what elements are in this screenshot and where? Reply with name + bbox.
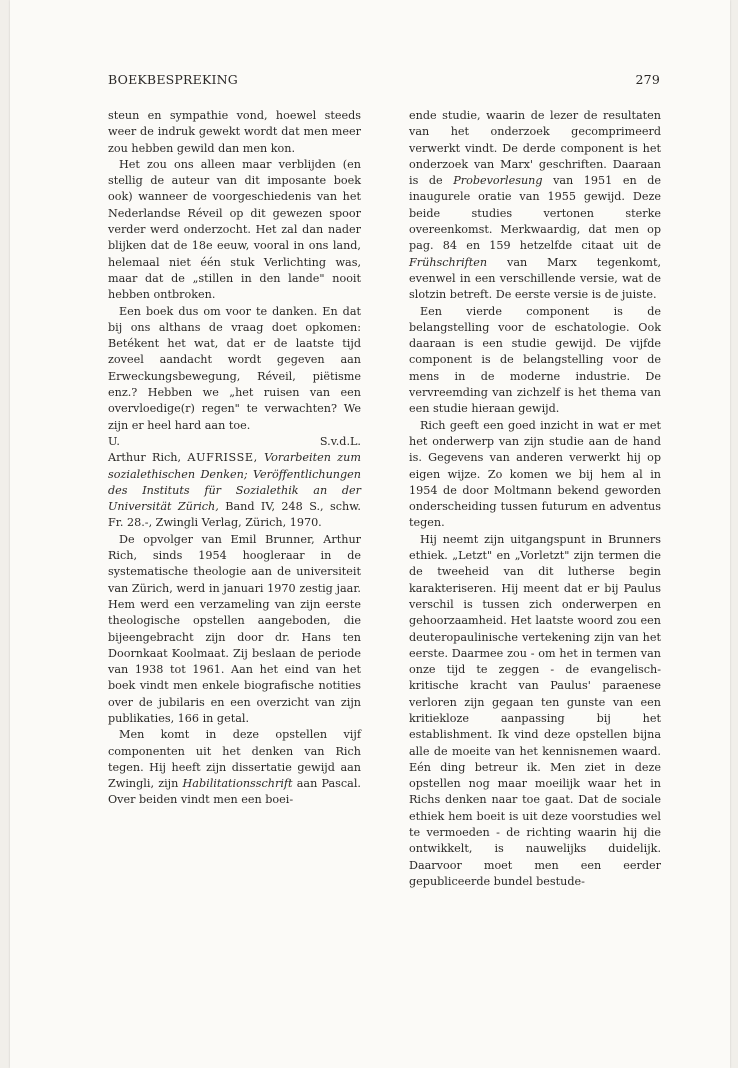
paragraph: Een boek dus om voor te danken. En dat bij ons althans de vraag doet opkomen: Betékent het wat, dat er de laatste tijd zoveel aandacht wordt gegeven aan Erweckungsbewegung, Réveil, piëtisme enz.? Hebben we „het ruisen van een overvloedige(r) regen" te verwachten? We zijn er heel hard aan toe. — [108, 304, 361, 432]
paragraph: steun en sympathie vond, hoewel steeds weer de indruk gewekt wordt dat men meer zou hebben gewild dan men kon. — [108, 109, 361, 155]
review-subtitle: Vorarbeiten zum sozialethischen Denken; Veröffentlichungen des Instituts für Sozialethik an der Universität Zürich, — [108, 451, 361, 514]
left-column — [108, 108, 361, 809]
paragraph: De opvolger van Emil Brunner, Arthur Rich, sinds 1954 hoogleraar in de systematische theologie aan de universiteit van Zürich, werd in januari 1970 zestig jaar. Hem werd een verzameling van zijn eerste theologische opstellen aangeboden, die bijeengebracht zijn door dr. Hans ten Doornkaat Koolmaat. Zij beslaan de periode van 1938 tot 1961. Aan het eind van het boek vindt men enkele biografische notities over de jubilaris en een overzicht van zijn publikaties, 166 in getal. — [108, 532, 361, 725]
paragraph: ende studie, waarin de lezer de resultaten van het onderzoek gecomprimeerd verwerkt vindt. De derde component is het onderzoek van Marx' geschriften. Daaraan is de Probevorlesung van 1951 en de inaugurele oratie van 1955 gewijd. Deze beide studies vertonen sterke overeenkomst. Merkwaardig, dat men op pag. 84 en 159 hetzelfde citaat uit de Frühschriften van Marx tegenkomt, evenwel in een verschillende versie, wat de slotzin betreft. De eerste versie is de juiste. — [409, 109, 661, 302]
paragraph: Men komt in deze opstellen vijf componenten uit het denken van Rich tegen. Hij heeft zijn dissertatie gewijd aan Zwingli, zijn Habilitationsschrift aan Pascal. Over beiden vindt men een boei- — [108, 728, 361, 807]
emphasis: Probevorlesung — [453, 174, 543, 188]
paragraph: Hij neemt zijn uitgangspunt in Brunners ethiek. „Letzt" en „Vorletzt" zijn termen die de tweeheid van dit lutherse begin karakteriseren. Hij meent dat er bij Paulus verschil is tussen zich onderwerpen en gehoorzaamheid. Het laatste woord zou een deuteropaulinische vertekening zijn van het eerste. Daarmee zou - om het in termen van onze tijd te zeggen - de evangelisch-kritische kracht van Paulus' paraenese verloren zijn gegaan ten gunste van een kritiekloze aanpassing bij het establishment. Ik vind deze opstellen bijna alle de moeite van het kennisnemen waard. Eén ding betreur ik. Men ziet in deze opstellen nog maar moeilijk waar het in Richs denken naar toe gaat. Dat de sociale ethiek hem boeit is uit deze voorstudies wel te vermoeden - de richting waarin hij die ontwikkelt, is nauwelijks duidelijk. Daarvoor moet men een eerder gepubliceerde bundel bestude- — [409, 532, 661, 888]
signature-right: S.v.d.L. — [319, 434, 361, 448]
review-author: Arthur Rich, — [108, 451, 182, 465]
signature-line — [108, 434, 361, 450]
paragraph: Rich geeft een goed inzicht in wat er met het onderwerp van zijn studie aan de hand is. Gegevens van anderen verwerkt hij op eigen wijze. Zo komen we bij hem al in 1954 de door Moltmann bekend geworden onderscheiding tussen futurum en adventus tegen. — [409, 418, 661, 530]
emphasis: Habilitationsschrift — [182, 777, 293, 791]
emphasis: Frühschriften — [409, 255, 488, 269]
review-details: Band IV, 248 S., schw. Fr. 28.-, Zwingli Verlag, Zürich, 1970. — [108, 500, 361, 530]
right-column — [409, 108, 661, 890]
review-bibliographic-entry — [108, 450, 361, 531]
paragraph: Een vierde component is de belangstelling voor de eschatologie. Ook daaraan is een studie gewijd. De vijfde component is de belangstelling voor de mens in de moderne industrie. De vervreemding van zichzelf is het thema van een studie hieraan gewijd. — [409, 304, 661, 416]
paragraph: Het zou ons alleen maar verblijden (en stellig de auteur van dit imposante boek ook) wanneer de voorgeschiedenis van het Nederlandse Réveil op dit gewezen spoor verder werd onderzocht. Het zal dan nader blijken dat de 18e eeuw, vooral in ons land, helemaal niet één stuk Verlichting was, maar dat de „stillen in den lande" nooit hebben ontbroken. — [108, 157, 361, 302]
running-title: BOEKBESPREKING — [108, 72, 238, 87]
signature-left: U. — [108, 434, 120, 448]
page-number: 279 — [635, 72, 660, 87]
page — [10, 0, 730, 1068]
review-title: AUFRISSE, — [187, 451, 258, 465]
